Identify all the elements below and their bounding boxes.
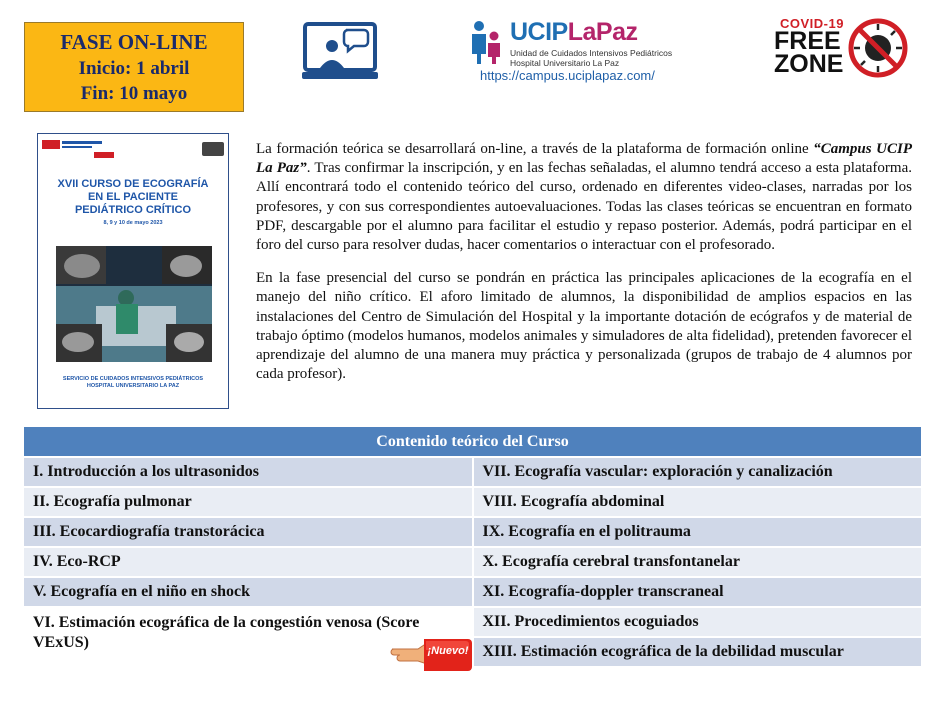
phase-info-box <box>24 22 244 112</box>
phase-title: FASE ON-LINE <box>60 29 208 54</box>
table-row: X. Ecografía cerebral transfontanelar <box>474 546 922 576</box>
poster-dates: 8, 9 y 10 de mayo 2023 <box>103 220 163 226</box>
poster-header-logos <box>38 134 229 174</box>
table-row: XIII. Estimación ecográfica de la debilidad muscular <box>474 636 922 666</box>
table-row: XI. Ecografía-doppler transcraneal <box>474 576 922 606</box>
covid-free-zone-badge: COVID-19 FREE ZONE <box>770 14 910 80</box>
poster-footer: SERVICIO DE CUIDADOS INTENSIVOS PEDIÁTRICOS HOSPITAL UNIVERSITARIO LA PAZ <box>62 376 204 389</box>
campus-name: “Campus UCIP La Paz” <box>256 141 912 177</box>
poster-photo-collage <box>56 246 212 362</box>
table-header: Contenido teórico del Curso <box>24 427 921 456</box>
table-column-right <box>474 456 922 666</box>
description-paragraph-onsite: En la fase presencial del curso se pondrán en práctica las principales aplicaciones de la ecografía en el manejo del niño crítico. El aforo limitado de alumnos, la disponibilidad de amplios espacios en las instalaciones del Centro de Simulación del Hospital y la importante dotación de ecógrafos y de material de trabajo óptimo (modelos humanos, modelos animales y simuladores de alta fidelidad), pretenden favorecer el aprendizaje del alumno de una manera muy práctica y personalizada (grupos de trabajo de 4 alumnos por cada profesor). <box>256 270 912 383</box>
logo-brand: UCIPLaPaz <box>510 18 638 46</box>
table-row: I. Introducción a los ultrasonidos <box>24 456 472 486</box>
family-logo-icon <box>470 20 504 64</box>
course-content-table <box>24 427 921 666</box>
campus-url-link[interactable]: https://campus.uciplapaz.com/ <box>480 68 655 83</box>
online-class-icon <box>302 22 378 82</box>
table-row: VII. Ecografía vascular: exploración y canalización <box>474 456 922 486</box>
course-poster <box>37 133 229 409</box>
logo-subtitle: Unidad de Cuidados Intensivos Pediátricos Hospital Universitario La Paz <box>510 48 673 68</box>
phase-end-date: Fin: 10 mayo <box>80 82 188 104</box>
phase-start-date: Inicio: 1 abril <box>78 57 190 79</box>
table-row: XII. Procedimientos ecoguiados <box>474 606 922 636</box>
table-row: II. Ecografía pulmonar <box>24 486 472 516</box>
table-row: IV. Eco-RCP <box>24 546 472 576</box>
new-badge-label: ¡Nuevo! <box>427 645 469 657</box>
table-row: V. Ecografía en el niño en shock <box>24 576 472 606</box>
new-badge <box>390 633 472 677</box>
course-description <box>256 140 912 384</box>
table-row: VI. Estimación ecográfica de la congestión venosa (Score VExUS) <box>24 606 472 666</box>
table-row: IX. Ecografía en el politrauma <box>474 516 922 546</box>
description-paragraph-online: La formación teórica se desarrollará on-line, a través de la plataforma de formación online “Campus UCIP La Paz”. Tras confirmar la inscripción, y en las fechas señaladas, el alumno tendrá acceso a esta plataforma. Allí encontrará todo el contenido teórico del curso, ordenado en diferentes video-clases, narradas por los profesores, y con sus correspondientes autoevaluaciones. Todas las clases teóricas se encuentran en formato PDF, descargable por el alumno para facilitar el estudio y repaso posterior. Además, podrá participar en el foro del curso para resolver dudas, hacer comentarios o interactuar con el profesorado. <box>256 141 912 254</box>
table-row: III. Ecocardiografía transtorácica <box>24 516 472 546</box>
table-row: VIII. Ecografía abdominal <box>474 486 922 516</box>
poster-title: XVII CURSO DE ECOGRAFÍA EN EL PACIENTE PEDIÁTRICO CRÍTICO <box>57 178 209 216</box>
no-virus-icon <box>848 18 908 78</box>
uciplapaz-logo <box>470 18 700 86</box>
